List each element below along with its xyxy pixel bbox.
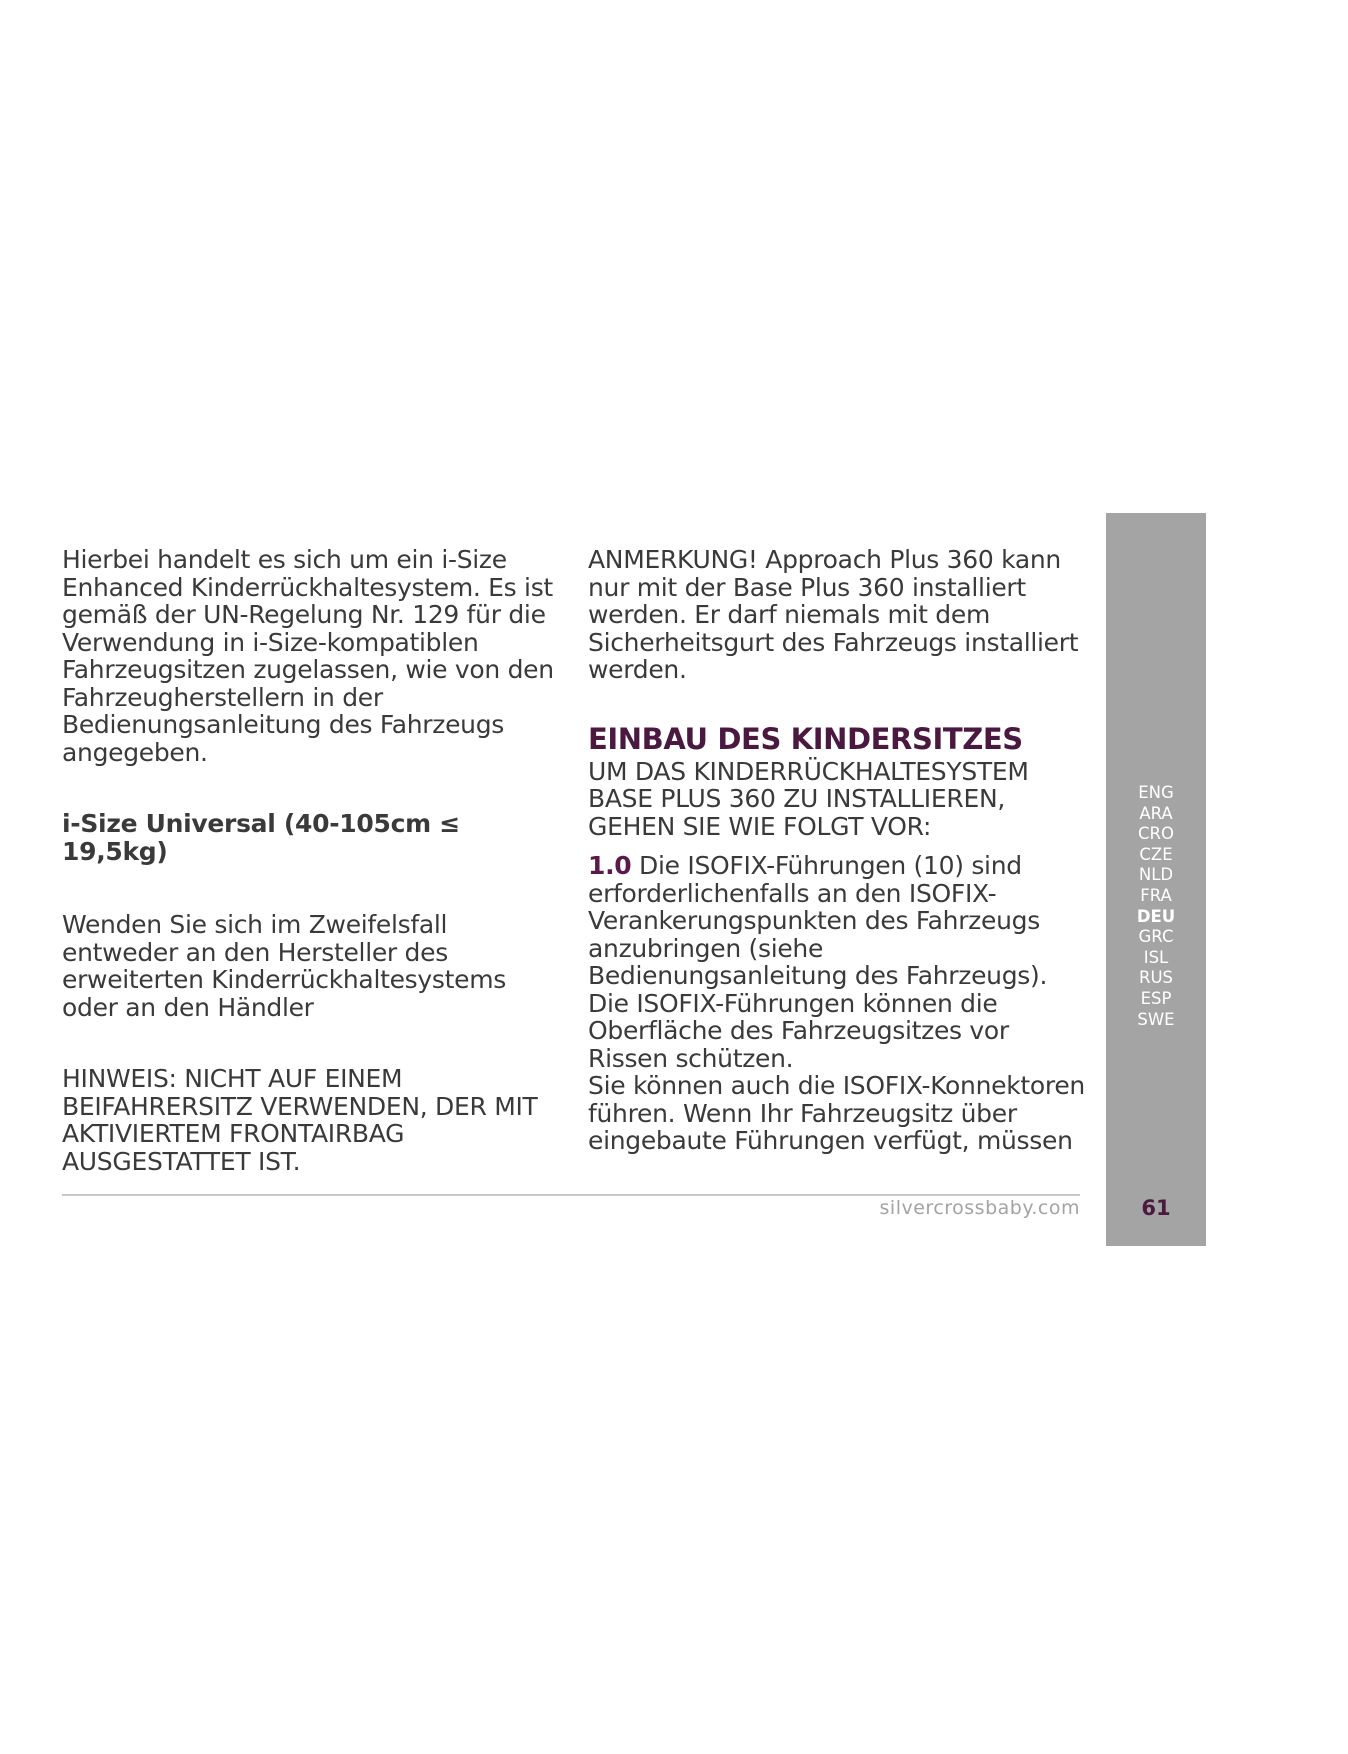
lang-deu[interactable]: DEU [1136,906,1176,926]
lang-ara[interactable]: ARA [1139,803,1173,823]
step-text: Die ISOFIX-Führungen (10) sind erforderlichenfalls an den ISOFIX-Verankerungspunkten des Fahrzeugs anzubringen (siehe Bedienungsanleitung des Fahrzeugs). [588,851,1048,990]
lang-fra[interactable]: FRA [1140,885,1172,905]
airbag-warning: HINWEIS: NICHT AUF EINEM BEIFAHRERSITZ VERWENDEN, DER MIT AKTIVIERTEM FRONTAIRBAG AUSGESTATTET IST. [62,1064,538,1176]
step-text-2: Die ISOFIX-Führungen können die Oberfläche des Fahrzeugsitzes vor Rissen schützen. [588,988,1009,1073]
lang-isl[interactable]: ISL [1143,947,1169,967]
section-heading: EINBAU DES KINDERSITZES [588,721,1023,756]
note-paragraph: ANMERKUNG! Approach Plus 360 kann nur mit der Base Plus 360 installiert werden. Er darf niemals mit dem Sicherheitsgurt des Fahrzeugs installiert werden. [588,545,1079,684]
step-1 [588,852,1088,990]
lang-eng[interactable]: ENG [1138,783,1174,802]
install-intro: UM DAS KINDERRÜCKHALTESYSTEM BASE PLUS 360 ZU INSTALLIEREN, GEHEN SIE WIE FOLGT VOR: [588,756,1029,841]
language-sidebar [1106,300,1348,1246]
lang-grc[interactable]: GRC [1138,927,1174,947]
website-link[interactable]: silvercrossbaby.com [879,1197,1080,1219]
lang-swe[interactable]: SWE [1137,1009,1175,1029]
step-number: 1.0 [588,851,632,880]
language-list [1106,783,1206,1030]
left-column [62,546,562,1175]
lang-esp[interactable]: ESP [1140,988,1172,1008]
sidebar-title-line2: Plus 360 [1251,428,1348,531]
right-column [588,546,1088,1155]
page-number: 61 [1141,1196,1171,1220]
intro-paragraph: Hierbei handelt es sich um ein i-Size Enhanced Kinderrückhaltesystem. Es ist gemäß der UN-Regelung Nr. 129 für die Verwendung in i-Size-kompatiblen Fahrzeugsitzen zugelassen, wie von den Fahrzeugherstellern in der Bedienungsanleitung des Fahrzeugs angegeben. [62,545,554,767]
lang-cze[interactable]: CZE [1139,844,1173,864]
lang-nld[interactable]: NLD [1138,865,1174,885]
contact-paragraph: Wenden Sie sich im Zweifelsfall entweder an den Hersteller des erweiterten Kinderrückhaltesystems oder an den Händler [62,910,506,1022]
lang-cro[interactable]: CRO [1138,824,1174,844]
lang-rus[interactable]: RUS [1138,968,1173,988]
step-text-3: Sie können auch die ISOFIX-Konnektoren führen. Wenn Ihr Fahrzeugsitz über eingebaute Führungen verfügt, müssen [588,1071,1085,1155]
size-class-label: i-Size Universal (40-105cm ≤ 19,5kg) [62,809,460,866]
sidebar-title-line1: Approach [1204,300,1254,531]
